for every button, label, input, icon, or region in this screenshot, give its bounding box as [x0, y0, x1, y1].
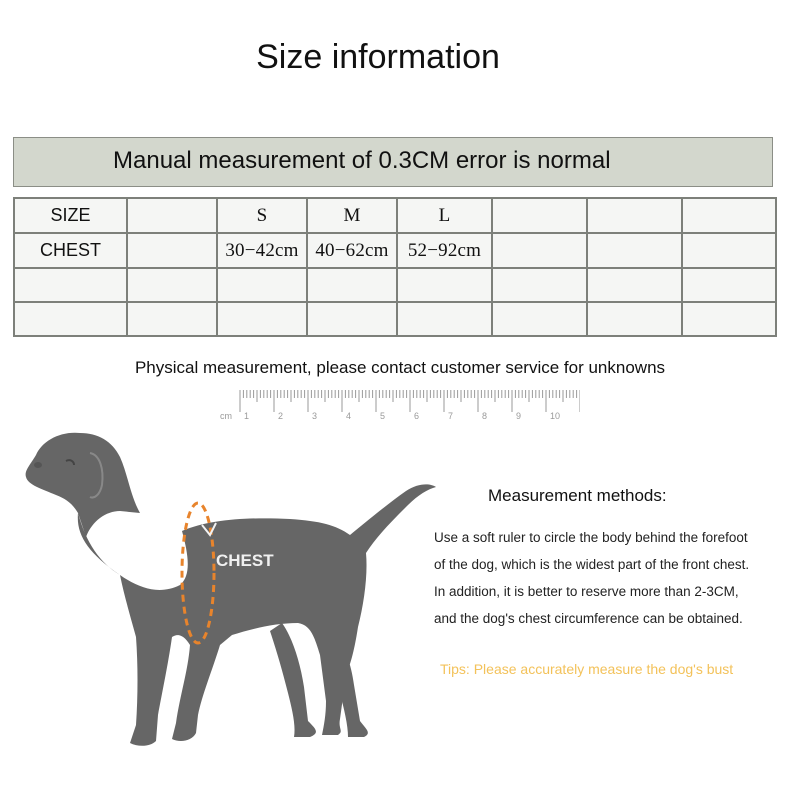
table-row — [14, 198, 776, 233]
table-cell — [492, 233, 587, 268]
table-cell — [307, 268, 397, 302]
table-cell: M — [307, 198, 397, 233]
table-cell — [587, 268, 682, 302]
methods-line: Use a soft ruler to circle the body behind the forefoot — [434, 530, 748, 545]
table-cell: S — [217, 198, 307, 233]
dog-silhouette — [26, 433, 436, 746]
chest-label: CHEST — [216, 551, 274, 570]
table-cell — [397, 268, 492, 302]
table-cell: CHEST — [14, 233, 127, 268]
table-cell — [307, 302, 397, 336]
table-row — [14, 268, 776, 302]
table-row — [14, 302, 776, 336]
physical-measurement-note: Physical measurement, please contact customer service for unknowns — [134, 358, 666, 377]
table-row — [14, 233, 776, 268]
ruler-unit-label: cm — [220, 411, 232, 421]
table-cell — [217, 268, 307, 302]
ruler-ticks — [240, 390, 580, 412]
table-cell — [587, 198, 682, 233]
methods-title: Measurement methods: — [488, 486, 667, 505]
table-cell: 30−42cm — [217, 233, 307, 268]
ruler-number: 5 — [380, 411, 386, 421]
ruler-number: 6 — [414, 411, 420, 421]
table-cell: L — [397, 198, 492, 233]
size-table — [13, 197, 777, 337]
table-cell — [397, 302, 492, 336]
table-cell — [587, 233, 682, 268]
methods-line: In addition, it is better to reserve more than 2-3CM, — [434, 584, 739, 599]
ruler-number: 2 — [278, 411, 284, 421]
page-title: Size information — [256, 38, 500, 76]
ruler-number: 10 — [550, 411, 561, 421]
table-cell — [682, 302, 776, 336]
table-cell — [492, 302, 587, 336]
table-cell — [492, 268, 587, 302]
table-cell — [14, 302, 127, 336]
table-cell — [682, 268, 776, 302]
table-cell — [217, 302, 307, 336]
table-cell: SIZE — [14, 198, 127, 233]
table-cell — [127, 198, 217, 233]
methods-text — [434, 524, 794, 632]
methods-line: of the dog, which is the widest part of the front chest. — [434, 557, 750, 572]
table-cell — [14, 268, 127, 302]
ruler-number: 1 — [244, 411, 250, 421]
table-cell: 40−62cm — [307, 233, 397, 268]
table-cell: 52−92cm — [397, 233, 492, 268]
table-cell — [587, 302, 682, 336]
table-cell — [127, 233, 217, 268]
ruler-number: 3 — [312, 411, 318, 421]
ruler-numbers — [244, 411, 560, 421]
table-cell — [682, 198, 776, 233]
table-cell — [127, 268, 217, 302]
dog-illustration — [20, 425, 440, 755]
ruler-number: 4 — [346, 411, 352, 421]
ruler-number: 7 — [448, 411, 454, 421]
table-cell — [492, 198, 587, 233]
table-cell — [682, 233, 776, 268]
ruler-number: 8 — [482, 411, 488, 421]
methods-line: and the dog's chest circumference can be obtained. — [434, 611, 743, 626]
ruler-image — [218, 386, 580, 426]
table-cell — [127, 302, 217, 336]
error-notice: Manual measurement of 0.3CM error is normal — [13, 137, 773, 187]
ruler-number: 9 — [516, 411, 522, 421]
tips-note: Tips: Please accurately measure the dog's bust — [440, 661, 734, 677]
